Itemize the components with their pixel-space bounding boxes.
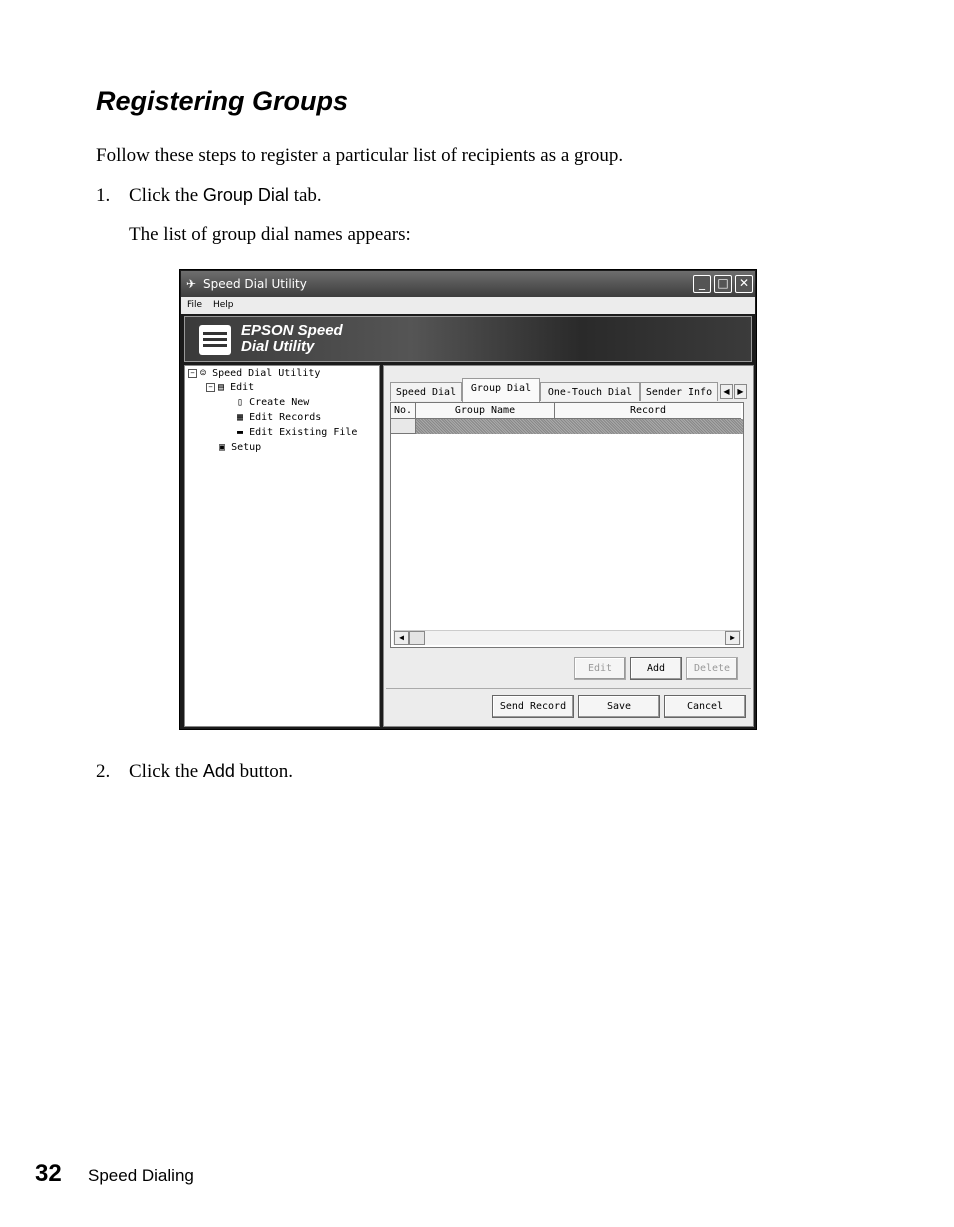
step-2-post: button. [234, 761, 293, 782]
speed-dial-utility-window [179, 269, 757, 730]
tab-scroll-left-icon[interactable]: ◀ [720, 384, 733, 399]
delete-button[interactable]: Delete [686, 657, 738, 680]
step-2 [96, 759, 293, 784]
cancel-button[interactable]: Cancel [664, 695, 746, 718]
step-2-ui-term: Add [202, 761, 235, 781]
scroll-thumb[interactable] [409, 631, 425, 645]
folder-icon: ▤ [218, 382, 225, 393]
maximize-button[interactable]: □ [714, 275, 732, 293]
tree-pane [184, 365, 380, 727]
column-header-group-name[interactable]: Group Name [416, 403, 555, 419]
tree-item-edit[interactable]: − ▤ Edit [206, 382, 254, 393]
tab-group-dial[interactable]: Group Dial [462, 378, 540, 402]
scroll-right-icon[interactable]: ▶ [725, 631, 740, 645]
folder-icon: ☺ [200, 368, 207, 379]
step-2-pre: Click the [129, 761, 203, 782]
window-titlebar [181, 271, 755, 297]
close-button[interactable]: ✕ [735, 275, 753, 293]
horizontal-scrollbar[interactable] [393, 630, 741, 645]
menu-bar [181, 297, 755, 314]
tree-item-root[interactable]: − ☺ Speed Dial Utility [188, 368, 320, 379]
step-1-number: 1. [96, 185, 111, 206]
edit-button[interactable]: Edit [574, 657, 626, 680]
column-header-record[interactable]: Record [555, 403, 741, 419]
step-1-ui-term: Group Dial [202, 185, 289, 205]
add-button[interactable]: Add [630, 657, 682, 680]
records-icon: ▦ [237, 412, 244, 423]
step-1-post: tab. [288, 185, 322, 206]
tab-scroll-right-icon[interactable]: ▶ [734, 384, 747, 399]
epson-logo-icon [199, 325, 231, 355]
group-list-grid [390, 402, 744, 648]
step-1 [96, 183, 322, 208]
save-button[interactable]: Save [578, 695, 660, 718]
epson-banner [184, 316, 752, 362]
banner-line-1: EPSON Speed [241, 322, 343, 339]
tab-one-touch-dial[interactable]: One-Touch Dial [540, 382, 640, 401]
section-name: Speed Dialing [88, 1166, 194, 1185]
step-1-note: The list of group dial names appears: [129, 224, 411, 245]
banner-title [241, 323, 343, 355]
intro-paragraph: Follow these steps to register a particular list of recipients as a group. [96, 145, 624, 166]
step-1-pre: Click the [129, 185, 203, 206]
tree-item-edit-records[interactable]: ▦ Edit Records [237, 412, 322, 423]
collapse-icon[interactable]: − [188, 369, 197, 378]
tree-item-edit-existing-file[interactable]: ▬ Edit Existing File [237, 427, 358, 438]
send-record-button[interactable]: Send Record [492, 695, 574, 718]
row-header[interactable] [391, 419, 416, 434]
page-heading: Registering Groups [96, 86, 349, 116]
tree-item-setup[interactable]: ▣ Setup [219, 442, 262, 453]
setup-icon: ▣ [219, 442, 226, 453]
collapse-icon[interactable]: − [206, 383, 215, 392]
menu-help[interactable]: Help [213, 300, 234, 310]
content-pane [383, 365, 754, 727]
document-icon: ▯ [237, 397, 244, 408]
menu-file[interactable]: File [187, 300, 203, 310]
column-header-no[interactable]: No. [391, 403, 416, 419]
scroll-left-icon[interactable]: ◀ [394, 631, 409, 645]
table-row[interactable] [416, 419, 743, 434]
banner-line-2: Dial Utility [241, 338, 315, 355]
divider [386, 688, 751, 689]
app-icon: ✈ [186, 277, 197, 291]
minimize-button[interactable]: _ [693, 275, 711, 293]
step-2-number: 2. [96, 761, 111, 782]
window-title: Speed Dial Utility [203, 277, 307, 291]
tab-sender-info[interactable]: Sender Info [640, 382, 718, 401]
page-number: 32 [35, 1160, 62, 1187]
file-icon: ▬ [237, 427, 244, 438]
tab-speed-dial[interactable]: Speed Dial [390, 382, 462, 401]
tree-item-create-new[interactable]: ▯ Create New [237, 397, 310, 408]
